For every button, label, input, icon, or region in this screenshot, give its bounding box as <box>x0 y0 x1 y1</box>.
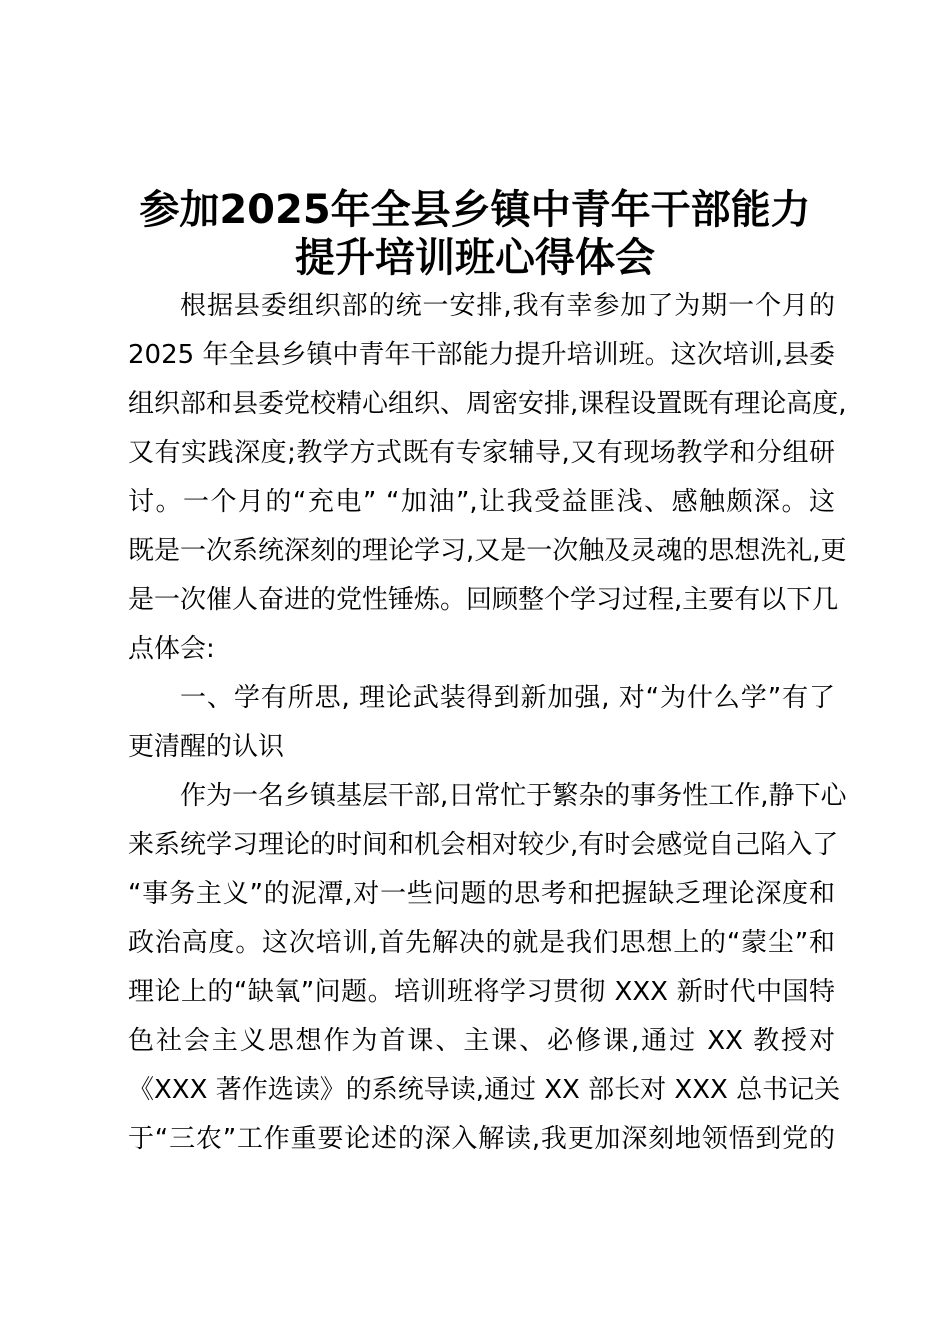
paragraph-line: 理论上的“缺氧”问题。培训班将学习贯彻 XXX 新时代中国特 <box>128 977 835 1007</box>
paragraph-line: 2025 年全县乡镇中青年干部能力提升培训班。这次培训,县委 <box>128 340 835 370</box>
section-heading-line: 一、学有所思, 理论武装得到新加强, 对“为什么学”有了 <box>180 683 835 713</box>
document-body <box>128 282 847 1164</box>
paragraph-line: 政治高度。这次培训,首先解决的就是我们思想上的“蒙尘”和 <box>128 928 835 958</box>
document-title-line-2: 提升培训班心得体会 <box>295 235 655 281</box>
paragraph-line: 是一次催人奋进的党性锤炼。回顾整个学习过程,主要有以下几 <box>128 585 839 615</box>
paragraph-line: 又有实践深度;教学方式既有专家辅导,又有现场教学和分组研 <box>128 438 835 468</box>
paragraph-line: 点体会: <box>128 634 215 664</box>
paragraph-line: 根据县委组织部的统一安排,我有幸参加了为期一个月的 <box>180 291 835 321</box>
document-title-line-1: 参加2025年全县乡镇中青年干部能力 <box>139 187 811 233</box>
paragraph-line: 既是一次系统深刻的理论学习,又是一次触及灵魂的思想洗礼,更 <box>128 536 847 566</box>
paragraph-line: 作为一名乡镇基层干部,日常忙于繁杂的事务性工作,静下心 <box>180 781 847 811</box>
paragraph-line: 《XXX 著作选读》的系统导读,通过 XX 部长对 XXX 总书记关 <box>128 1075 841 1105</box>
paragraph-line: “事务主义”的泥潭,对一些问题的思考和把握缺乏理论深度和 <box>128 879 835 909</box>
paragraph-line: 来系统学习理论的时间和机会相对较少,有时会感觉自己陷入了 <box>128 830 839 860</box>
paragraph-line: 于“三农”工作重要论述的深入解读,我更加深刻地领悟到党的 <box>128 1124 835 1154</box>
paragraph-line: 色社会主义思想作为首课、主课、必修课,通过 XX 教授对 <box>128 1026 835 1056</box>
paragraph-line: 讨。一个月的“充电” “加油”,让我受益匪浅、感触颇深。这 <box>128 487 835 517</box>
paragraph-line: 组织部和县委党校精心组织、周密安排,课程设置既有理论高度, <box>128 389 847 419</box>
section-heading-line: 更清醒的认识 <box>128 732 285 762</box>
